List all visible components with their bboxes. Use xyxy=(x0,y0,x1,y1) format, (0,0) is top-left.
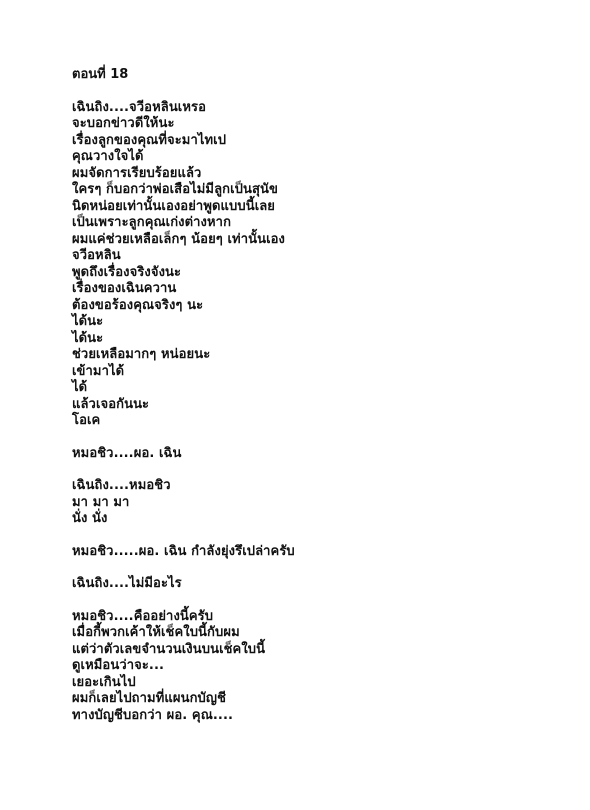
dialogue-line: ดูเหมือนว่าจะ... xyxy=(72,658,165,673)
dialogue-line: พูดถึงเรื่องจริงจังนะ xyxy=(72,264,182,280)
dialogue-line: ช่วยเหลือมากๆ หน่อยนะ xyxy=(72,347,211,362)
dialogue-line: ผมแค่ช่วยเหลือเล็กๆ น้อยๆ เท่านั้นเอง xyxy=(72,231,285,247)
dialogue-line: โอเค xyxy=(72,413,101,428)
dialogue-line: หมอชิว....ผอ. เฉิน xyxy=(72,445,182,461)
dialogue-line: ผมจัดการเรียบร้อยแล้ว xyxy=(72,165,202,181)
dialogue-line: เรื่องลูกของคุณที่จะมาไทเป xyxy=(72,132,227,148)
dialogue-block xyxy=(72,100,572,430)
dialogue-block xyxy=(72,609,572,725)
dialogue-line: เมื่อกี้พวกเค้าให้เช็คใบนี้กับผม xyxy=(72,625,240,640)
dialogue-line: เข้ามาได้ xyxy=(72,363,125,379)
dialogue-line: เฉินถิง....จวีอหลินเหรอ xyxy=(72,99,207,115)
dialogue-line: คุณวางใจได้ xyxy=(72,149,144,164)
dialogue-line: เฉินถิง....ไม่มีอะไร xyxy=(72,576,182,591)
dialogue-line: จวีอหลิน xyxy=(72,248,121,263)
dialogue-line: ได้นะ xyxy=(72,330,104,346)
dialogue-line: ต้องขอร้องคุณจริงๆ นะ xyxy=(72,297,204,313)
dialogue-block xyxy=(72,478,572,528)
dialogue-line: เยอะเกินไป xyxy=(72,674,136,690)
dialogue-line: หมอชิว.....ผอ. เฉิน กำลังยุ่งรึเปล่าครับ xyxy=(72,543,295,559)
dialogue-line: ใครๆ ก็บอกว่าพ่อเสือไม่มีลูกเป็นสุนัข xyxy=(72,182,279,197)
dialogue-line: ทางบัญชีบอกว่า ผอ. คุณ.... xyxy=(72,707,234,723)
dialogue-body xyxy=(72,100,572,725)
dialogue-block xyxy=(72,576,572,593)
dialogue-line: ได้นะ xyxy=(72,314,104,329)
dialogue-line: ผมก็เลยไปถามที่แผนกบัญชี xyxy=(72,691,226,706)
dialogue-line: จะบอกข่าวดีให้นะ xyxy=(72,116,175,131)
dialogue-line: เรื่องของเฉินควาน xyxy=(72,281,177,296)
dialogue-line: เฉินถิง....หมอชิว xyxy=(72,478,171,493)
dialogue-block xyxy=(72,446,572,463)
dialogue-line: นิดหน่อยเท่านั้นเองอย่าพูดแบบนี้เลย xyxy=(72,198,276,214)
dialogue-block xyxy=(72,544,572,561)
chapter-title: ตอนที่ 18 xyxy=(72,67,129,82)
document-page xyxy=(72,67,572,740)
dialogue-line: เป็นเพราะลูกคุณเก่งต่างหาก xyxy=(72,215,232,230)
dialogue-line: แต่ว่าตัวเลขจำนวนเงินบนเช็คใบนี้ xyxy=(72,641,266,657)
dialogue-line: ได้ xyxy=(72,380,88,395)
dialogue-line: แล้วเจอกันนะ xyxy=(72,396,150,412)
dialogue-line: มา มา มา xyxy=(72,494,130,510)
dialogue-line: นั่ง นั่ง xyxy=(72,511,108,526)
dialogue-line: หมอชิว....คืออย่างนี้ครับ xyxy=(72,608,214,624)
